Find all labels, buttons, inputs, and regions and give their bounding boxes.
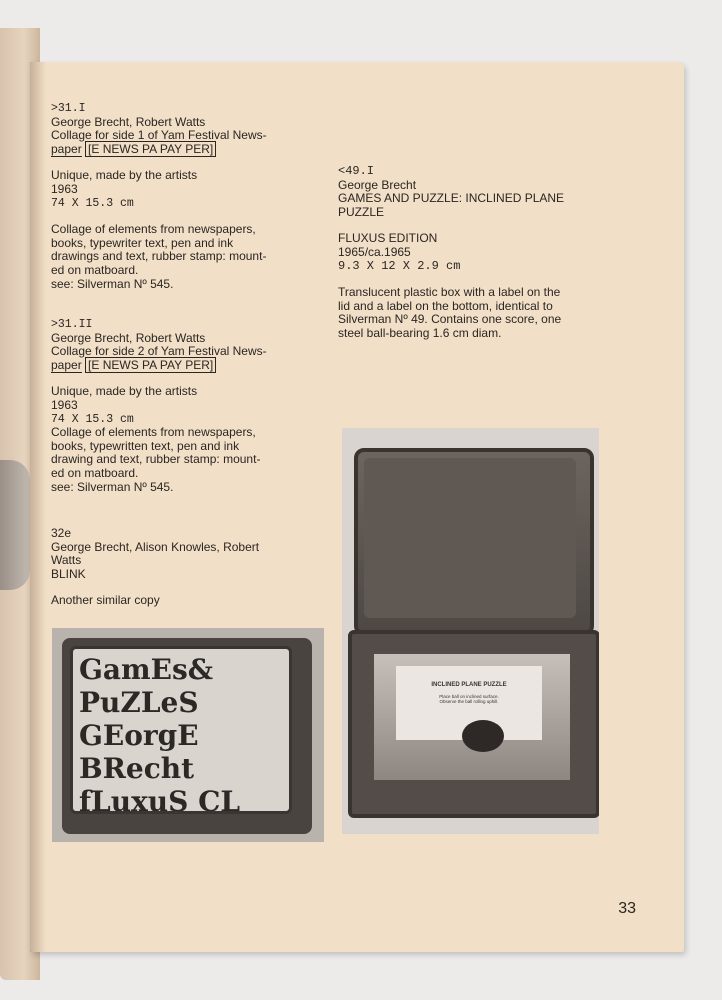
entry-desc-4: ed on matboard.: [51, 465, 139, 480]
entry-artist: George Brecht: [338, 177, 417, 192]
entry-desc-4: ed on matboard.: [51, 262, 139, 277]
page-curl-shadow: [0, 460, 30, 590]
entry-year: 1963: [51, 181, 78, 196]
lid-letters-line3: GEorgE: [79, 719, 199, 752]
entry-title-1: GAMES AND PUZZLE: INCLINED PLANE: [338, 191, 565, 206]
entry-31-1: [51, 102, 267, 291]
entry-desc-1: Collage of elements from newspapers,: [51, 222, 256, 237]
entry-desc-2: books, typewritten text, pen and ink: [51, 438, 240, 453]
entry-title-line2: [51, 143, 267, 157]
entry-desc-3: drawings and text, rubber stamp: mount-: [51, 249, 267, 264]
entry-desc-2: lid and a label on the bottom, identical to: [338, 298, 553, 313]
entry-title-line2: [51, 359, 267, 373]
lid-letters-line1: GamEs&: [79, 653, 214, 686]
entry-number: >31.I: [51, 102, 86, 115]
ball-hole: [462, 720, 504, 752]
entry-number: >31.II: [51, 318, 93, 331]
lid-letters-line4: BRecht: [79, 752, 195, 785]
entry-year: 1963: [51, 397, 78, 412]
entry-number: 32e: [51, 526, 72, 540]
entry-desc-1: Translucent plastic box with a label on the: [338, 285, 561, 300]
spine-shadow: [30, 62, 46, 952]
lid-letters-line2: PuZLeS: [79, 686, 199, 719]
entry-year: 1965/ca.1965: [338, 244, 411, 259]
entry-31-2: [51, 318, 267, 494]
entry-size: 74 X 15.3 cm: [51, 196, 134, 210]
photo-open-box: [342, 428, 599, 834]
entry-title: BLINK: [51, 566, 86, 581]
page-number: 33: [618, 900, 636, 917]
entry-artists-1: George Brecht, Alison Knowles, Robert: [51, 539, 260, 554]
entry-see: see: Silverman Nº 545.: [51, 479, 174, 494]
entry-desc-3: Silverman Nº 49. Contains one score, one: [338, 312, 562, 327]
entry-note: Another similar copy: [51, 593, 160, 608]
entry-title-line1: Collage for side 1 of Yam Festival News-: [51, 128, 267, 143]
entry-number: <49.I: [338, 164, 375, 178]
entry-artists: George Brecht, Robert Watts: [51, 114, 206, 129]
entry-49-1: [338, 165, 564, 341]
entry-size: 74 X 15.3 cm: [51, 412, 134, 426]
label-title: INCLINED PLANE PUZZLE: [431, 682, 507, 688]
entry-desc-4: steel ball-bearing 1.6 cm diam.: [338, 325, 502, 340]
entry-edition: FLUXUS EDITION: [338, 231, 438, 246]
title-bracketed: [E NEWS PA PAY PER]: [85, 141, 216, 157]
lid-letters-line5: fLuxuS CL: [79, 785, 241, 814]
entry-see: see: Silverman Nº 545.: [51, 276, 174, 291]
entry-title-line1: Collage for side 2 of Yam Festival News-: [51, 344, 267, 359]
photo-box-lid: [52, 628, 324, 842]
entry-desc-1: Collage of elements from newspapers,: [51, 425, 256, 440]
entry-artists-2: Watts: [51, 553, 82, 568]
label-text-2: Observe the ball rolling uphill.: [439, 699, 499, 704]
entry-edition: Unique, made by the artists: [51, 384, 198, 399]
entry-artists: George Brecht, Robert Watts: [51, 330, 206, 345]
box-lid-lettering: [70, 646, 292, 814]
entry-edition: Unique, made by the artists: [51, 168, 198, 183]
label-text-1: Place ball on inclined surface.: [439, 694, 499, 699]
entry-title-2: PUZZLE: [338, 204, 385, 219]
entry-desc-3: drawing and text, rubber stamp: mount-: [51, 452, 261, 467]
title-bracketed: [E NEWS PA PAY PER]: [85, 357, 216, 373]
title-underlined: paper: [51, 141, 82, 156]
box-lid-inner: [364, 458, 576, 618]
entry-size: 9.3 X 12 X 2.9 cm: [338, 258, 461, 273]
title-underlined: paper: [51, 357, 82, 372]
entry-desc-2: books, typewriter text, pen and ink: [51, 235, 234, 250]
entry-32e: [51, 527, 259, 608]
